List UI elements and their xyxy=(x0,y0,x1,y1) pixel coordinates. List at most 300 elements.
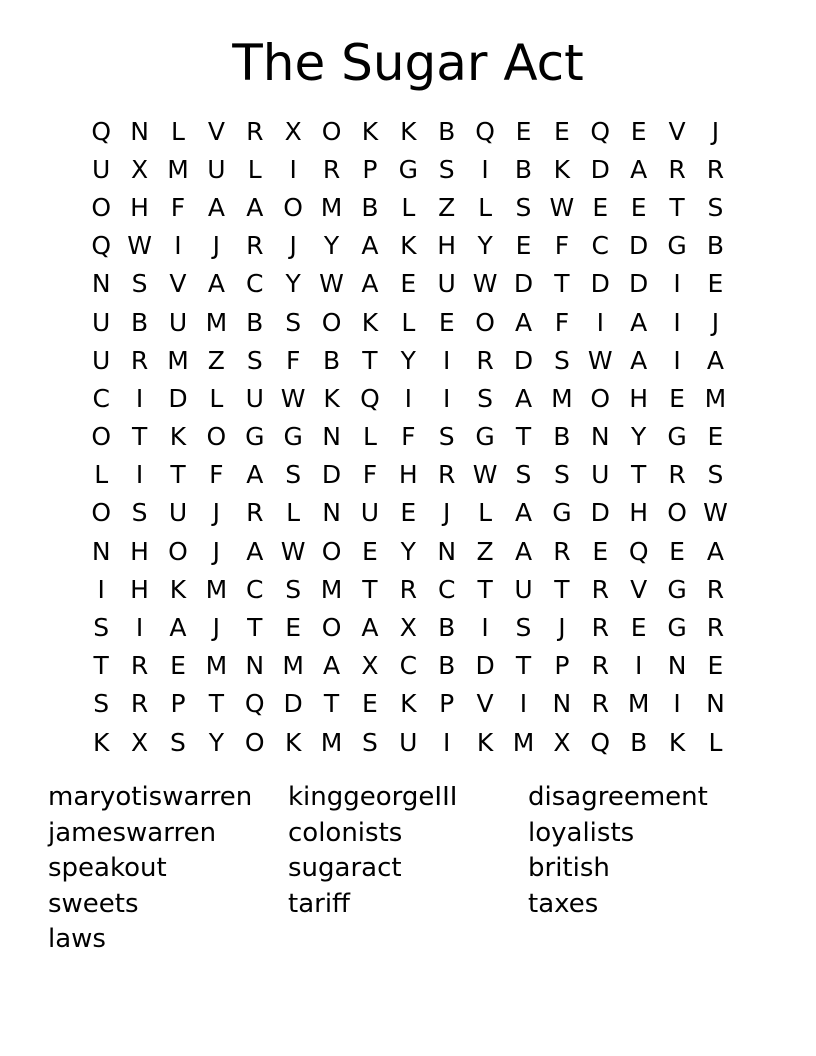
grid-letter: T xyxy=(515,651,532,681)
grid-letter: L xyxy=(708,727,723,757)
grid-letter: O xyxy=(321,116,342,146)
grid-letter: D xyxy=(629,231,649,261)
word-list-item: sweets xyxy=(48,888,139,919)
grid-letter: G xyxy=(245,422,265,452)
grid-letter: E xyxy=(707,269,724,299)
grid-letter: E xyxy=(630,192,647,222)
grid-letter: D xyxy=(283,689,303,719)
grid-letter: P xyxy=(170,689,186,719)
grid-letter: C xyxy=(246,269,264,299)
grid-letter: B xyxy=(706,231,725,261)
grid-letter: B xyxy=(630,727,648,757)
grid-letter: K xyxy=(553,154,571,184)
grid-letter: I xyxy=(443,383,451,413)
grid-letter: L xyxy=(478,192,493,222)
grid-letter: A xyxy=(361,231,379,261)
grid-letter: I xyxy=(174,231,182,261)
grid-letter: M xyxy=(627,689,650,719)
grid-letter: K xyxy=(323,383,340,413)
grid-letter: R xyxy=(130,345,149,375)
grid-letter: N xyxy=(91,536,111,566)
grid-letter: U xyxy=(399,727,418,757)
grid-letter: E xyxy=(669,383,685,413)
grid-letter: R xyxy=(476,345,494,375)
grid-letter: K xyxy=(361,307,379,337)
grid-letter: D xyxy=(513,269,534,299)
grid-letter: R xyxy=(706,613,725,643)
grid-letter: K xyxy=(361,116,379,146)
grid-letter: N xyxy=(437,536,457,566)
grid-letter: T xyxy=(669,192,685,222)
grid-letter: D xyxy=(321,460,342,490)
grid-letter: H xyxy=(130,536,149,566)
grid-letter: E xyxy=(515,231,532,261)
grid-letter: J xyxy=(711,307,720,337)
grid-letter: C xyxy=(437,574,456,604)
grid-letter: L xyxy=(171,116,185,146)
grid-letter: R xyxy=(553,536,571,566)
grid-letter: N xyxy=(706,689,725,719)
grid-letter: K xyxy=(169,422,187,452)
grid-letter: M xyxy=(704,383,727,413)
grid-letter: M xyxy=(320,727,343,757)
grid-letter: K xyxy=(169,574,187,604)
grid-letter: S xyxy=(438,422,455,452)
grid-letter: P xyxy=(439,689,455,719)
grid-letter: U xyxy=(207,154,226,184)
grid-letter: I xyxy=(135,383,144,413)
grid-letter: I xyxy=(634,651,643,681)
grid-letter: Q xyxy=(244,689,265,719)
grid-letter: Y xyxy=(477,231,493,261)
grid-letter: V xyxy=(476,689,494,719)
word-list-item: disagreement xyxy=(528,782,708,812)
word-list-item: kinggeorgeIII xyxy=(288,782,458,812)
grid-letter: K xyxy=(476,727,494,757)
grid-letter: C xyxy=(591,231,609,261)
grid-letter: G xyxy=(552,498,572,528)
grid-letter: T xyxy=(362,574,378,604)
grid-letter: M xyxy=(320,192,343,222)
grid-letter: O xyxy=(91,422,112,452)
grid-letter: R xyxy=(706,574,725,604)
grid-letter: I xyxy=(673,345,681,375)
grid-letter: D xyxy=(513,345,534,375)
grid-letter: O xyxy=(91,498,112,528)
word-list-item: tariff xyxy=(288,888,350,919)
grid-letter: Y xyxy=(631,422,647,452)
grid-letter: T xyxy=(93,651,109,681)
grid-letter: W xyxy=(280,536,306,566)
grid-letter: Z xyxy=(207,345,225,375)
grid-letter: S xyxy=(515,192,532,222)
grid-letter: R xyxy=(591,651,609,681)
grid-letter: K xyxy=(400,231,417,261)
grid-letter: Y xyxy=(208,727,224,757)
word-list-item: colonists xyxy=(288,817,403,848)
grid-letter: A xyxy=(514,536,533,566)
grid-letter: N xyxy=(322,498,341,528)
grid-letter: O xyxy=(206,422,227,452)
grid-letter: H xyxy=(437,231,457,261)
grid-letter: J xyxy=(212,498,221,528)
grid-letter: L xyxy=(247,154,262,184)
grid-letter: E xyxy=(669,536,685,566)
grid-letter: N xyxy=(245,651,265,681)
grid-letter: K xyxy=(668,727,686,757)
grid-letter: L xyxy=(362,422,377,452)
grid-letter: T xyxy=(554,269,570,299)
grid-letter: J xyxy=(711,116,720,146)
grid-letter: T xyxy=(631,460,647,490)
grid-letter: I xyxy=(135,613,144,643)
grid-letter: D xyxy=(629,269,649,299)
grid-letter: W xyxy=(280,383,306,413)
letter-grid xyxy=(82,112,735,761)
grid-letter: O xyxy=(590,383,611,413)
grid-letter: J xyxy=(443,498,451,528)
grid-letter: K xyxy=(400,116,417,146)
grid-letter: H xyxy=(398,460,418,490)
grid-letter: N xyxy=(91,269,111,299)
grid-letter: I xyxy=(596,307,604,337)
grid-letter: J xyxy=(212,231,221,261)
grid-letter: A xyxy=(514,498,533,528)
grid-letter: Q xyxy=(590,116,611,146)
grid-letter: E xyxy=(362,689,378,719)
grid-letter: Z xyxy=(438,192,456,222)
grid-letter: R xyxy=(591,574,609,604)
grid-letter: S xyxy=(285,460,302,490)
grid-letter: M xyxy=(167,154,189,184)
grid-letter: I xyxy=(481,613,489,643)
grid-letter: J xyxy=(212,536,221,566)
grid-letter: I xyxy=(135,460,144,490)
grid-letter: A xyxy=(246,536,264,566)
grid-letter: I xyxy=(673,307,681,337)
grid-letter: B xyxy=(438,613,456,643)
word-list-item: maryotiswarren xyxy=(48,782,253,812)
grid-letter: U xyxy=(168,498,188,528)
grid-letter: S xyxy=(553,345,570,375)
grid-letter: C xyxy=(246,574,264,604)
grid-letter: I xyxy=(443,345,451,375)
grid-letter: S xyxy=(477,383,494,413)
grid-letter: W xyxy=(127,231,152,261)
grid-letter: A xyxy=(246,460,264,490)
grid-letter: F xyxy=(554,231,570,261)
grid-letter: F xyxy=(401,422,416,452)
grid-letter: O xyxy=(321,613,342,643)
grid-letter: R xyxy=(130,689,149,719)
grid-letter: B xyxy=(246,307,264,337)
grid-letter: H xyxy=(130,574,149,604)
grid-letter: W xyxy=(472,460,498,490)
grid-letter: M xyxy=(205,574,228,604)
grid-letter: A xyxy=(630,345,648,375)
grid-letter: S xyxy=(553,460,570,490)
word-list-item: laws xyxy=(48,924,106,954)
grid-letter: U xyxy=(168,307,188,337)
grid-letter: I xyxy=(289,154,297,184)
grid-letter: J xyxy=(289,231,297,261)
grid-letter: O xyxy=(168,536,188,566)
grid-letter: D xyxy=(590,269,610,299)
grid-letter: B xyxy=(553,422,571,452)
grid-letter: U xyxy=(92,345,111,375)
grid-letter: T xyxy=(515,422,532,452)
grid-letter: S xyxy=(131,498,148,528)
grid-letter: I xyxy=(519,689,528,719)
grid-letter: D xyxy=(168,383,188,413)
grid-letter: T xyxy=(170,460,186,490)
grid-letter: E xyxy=(515,116,532,146)
grid-letter: O xyxy=(475,307,495,337)
grid-letter: T xyxy=(131,422,148,452)
grid-letter: D xyxy=(475,651,495,681)
grid-letter: E xyxy=(438,307,455,337)
grid-letter: I xyxy=(673,689,681,719)
grid-letter: Q xyxy=(91,116,112,146)
grid-letter: E xyxy=(592,536,609,566)
grid-letter: B xyxy=(322,345,341,375)
grid-letter: V xyxy=(207,116,225,146)
grid-letter: X xyxy=(553,727,571,757)
grid-letter: J xyxy=(212,613,221,643)
grid-letter: N xyxy=(322,422,341,452)
grid-letter: I xyxy=(404,383,412,413)
grid-letter: U xyxy=(92,307,111,337)
grid-letter: X xyxy=(399,613,417,643)
grid-letter: M xyxy=(205,651,228,681)
grid-letter: H xyxy=(629,498,649,528)
grid-letter: W xyxy=(703,498,728,528)
grid-letter: S xyxy=(361,727,378,757)
grid-letter: T xyxy=(554,574,570,604)
grid-letter: E xyxy=(553,116,570,146)
grid-letter: U xyxy=(92,154,111,184)
grid-letter: T xyxy=(323,689,340,719)
grid-letter: B xyxy=(438,651,456,681)
word-list-item: loyalists xyxy=(528,817,635,848)
grid-letter: G xyxy=(667,422,687,452)
grid-letter: Y xyxy=(285,269,301,299)
grid-letter: E xyxy=(707,422,724,452)
grid-letter: A xyxy=(514,307,533,337)
grid-letter: A xyxy=(514,383,533,413)
grid-letter: A xyxy=(207,269,225,299)
grid-letter: G xyxy=(667,613,687,643)
grid-letter: F xyxy=(285,345,301,375)
grid-letter: R xyxy=(668,154,686,184)
page-title: The Sugar Act xyxy=(232,34,584,92)
grid-letter: M xyxy=(512,727,535,757)
grid-letter: C xyxy=(399,651,418,681)
grid-letter: S xyxy=(515,613,532,643)
grid-letter: W xyxy=(549,192,575,222)
grid-letter: G xyxy=(667,231,687,261)
grid-letter: A xyxy=(322,651,341,681)
grid-letter: S xyxy=(707,192,724,222)
grid-letter: M xyxy=(282,651,304,681)
grid-letter: A xyxy=(706,536,724,566)
grid-letter: N xyxy=(667,651,687,681)
grid-letter: I xyxy=(443,727,451,757)
grid-letter: L xyxy=(401,307,416,337)
grid-letter: W xyxy=(587,345,613,375)
grid-letter: L xyxy=(209,383,224,413)
grid-letter: A xyxy=(630,307,648,337)
grid-letter: O xyxy=(91,192,112,222)
grid-letter: U xyxy=(360,498,380,528)
grid-letter: E xyxy=(285,613,302,643)
grid-letter: T xyxy=(208,689,224,719)
grid-letter: F xyxy=(362,460,378,490)
grid-letter: Y xyxy=(400,345,416,375)
grid-letter: Q xyxy=(475,116,495,146)
grid-letter: A xyxy=(630,154,648,184)
grid-letter: O xyxy=(244,727,265,757)
word-list-item: speakout xyxy=(48,853,167,883)
grid-letter: M xyxy=(205,307,228,337)
grid-letter: P xyxy=(554,651,570,681)
grid-letter: G xyxy=(398,154,418,184)
grid-letter: E xyxy=(707,651,724,681)
grid-letter: K xyxy=(400,689,417,719)
grid-letter: R xyxy=(246,116,264,146)
grid-letter: R xyxy=(668,460,686,490)
grid-letter: Q xyxy=(91,231,112,261)
grid-letter: D xyxy=(590,498,610,528)
grid-letter: E xyxy=(630,116,647,146)
grid-letter: L xyxy=(286,498,301,528)
grid-letter: L xyxy=(401,192,416,222)
grid-letter: X xyxy=(284,116,302,146)
grid-letter: G xyxy=(283,422,303,452)
grid-letter: K xyxy=(284,727,302,757)
grid-letter: B xyxy=(361,192,379,222)
grid-letter: E xyxy=(630,613,647,643)
grid-letter: I xyxy=(481,154,489,184)
grid-letter: J xyxy=(558,613,566,643)
grid-letter: E xyxy=(592,192,609,222)
grid-letter: A xyxy=(361,613,379,643)
grid-letter: T xyxy=(477,574,493,604)
grid-letter: F xyxy=(170,192,186,222)
grid-letter: R xyxy=(591,689,609,719)
grid-letter: O xyxy=(321,536,342,566)
grid-letter: Z xyxy=(476,536,494,566)
grid-letter: R xyxy=(246,231,264,261)
grid-letter: S xyxy=(93,689,110,719)
grid-letter: A xyxy=(361,269,379,299)
grid-letter: E xyxy=(362,536,378,566)
grid-letter: L xyxy=(478,498,493,528)
grid-letter: S xyxy=(93,613,110,643)
grid-letter: U xyxy=(245,383,264,413)
grid-letter: Q xyxy=(590,727,611,757)
grid-letter: M xyxy=(551,383,573,413)
grid-letter: S xyxy=(170,727,186,757)
grid-letter: C xyxy=(92,383,110,413)
grid-letter: V xyxy=(169,269,187,299)
grid-letter: R xyxy=(591,613,609,643)
grid-letter: G xyxy=(667,574,687,604)
grid-letter: S xyxy=(131,269,148,299)
grid-letter: N xyxy=(130,116,149,146)
grid-letter: Q xyxy=(360,383,380,413)
grid-letter: U xyxy=(437,269,456,299)
grid-letter: E xyxy=(400,498,417,528)
grid-letter: R xyxy=(706,154,725,184)
grid-letter: V xyxy=(630,574,648,604)
grid-letter: R xyxy=(246,498,264,528)
grid-letter: S xyxy=(515,460,532,490)
grid-letter: O xyxy=(667,498,687,528)
grid-letter: H xyxy=(629,383,649,413)
grid-letter: H xyxy=(130,192,149,222)
grid-letter: S xyxy=(285,307,302,337)
grid-letter: E xyxy=(400,269,417,299)
grid-letter: F xyxy=(554,307,570,337)
grid-letter: R xyxy=(322,154,341,184)
grid-letter: Y xyxy=(323,231,340,261)
grid-letter: D xyxy=(590,154,610,184)
grid-letter: T xyxy=(247,613,263,643)
grid-letter: B xyxy=(514,154,533,184)
grid-letter: X xyxy=(131,154,149,184)
grid-letter: X xyxy=(361,651,379,681)
grid-letter: T xyxy=(362,345,378,375)
grid-letter: P xyxy=(362,154,378,184)
word-list xyxy=(48,780,768,958)
grid-letter: K xyxy=(92,727,110,757)
grid-letter: A xyxy=(207,192,225,222)
grid-letter: W xyxy=(472,269,498,299)
grid-letter: R xyxy=(438,460,456,490)
word-list-item: taxes xyxy=(528,888,599,919)
grid-letter: V xyxy=(668,116,686,146)
grid-letter: R xyxy=(399,574,417,604)
word-list-item: british xyxy=(528,853,610,883)
grid-letter: G xyxy=(475,422,495,452)
grid-letter: R xyxy=(130,651,149,681)
grid-letter: U xyxy=(514,574,533,604)
grid-letter: L xyxy=(94,460,109,490)
grid-letter: A xyxy=(246,192,264,222)
grid-letter: F xyxy=(209,460,224,490)
grid-letter: N xyxy=(552,689,572,719)
grid-letter: E xyxy=(170,651,186,681)
grid-letter: A xyxy=(169,613,187,643)
grid-letter: M xyxy=(167,345,189,375)
grid-letter: S xyxy=(438,154,455,184)
grid-letter: U xyxy=(591,460,610,490)
word-list-item: sugaract xyxy=(288,853,402,883)
grid-letter: W xyxy=(319,269,344,299)
grid-letter: S xyxy=(285,574,302,604)
grid-letter: M xyxy=(320,574,343,604)
grid-letter: Q xyxy=(628,536,649,566)
grid-letter: I xyxy=(673,269,681,299)
grid-letter: N xyxy=(590,422,610,452)
word-list-item: jameswarren xyxy=(48,817,217,848)
grid-letter: I xyxy=(97,574,105,604)
grid-letter: Y xyxy=(400,536,416,566)
grid-letter: B xyxy=(131,307,149,337)
grid-letter: O xyxy=(321,307,342,337)
grid-letter: X xyxy=(131,727,149,757)
